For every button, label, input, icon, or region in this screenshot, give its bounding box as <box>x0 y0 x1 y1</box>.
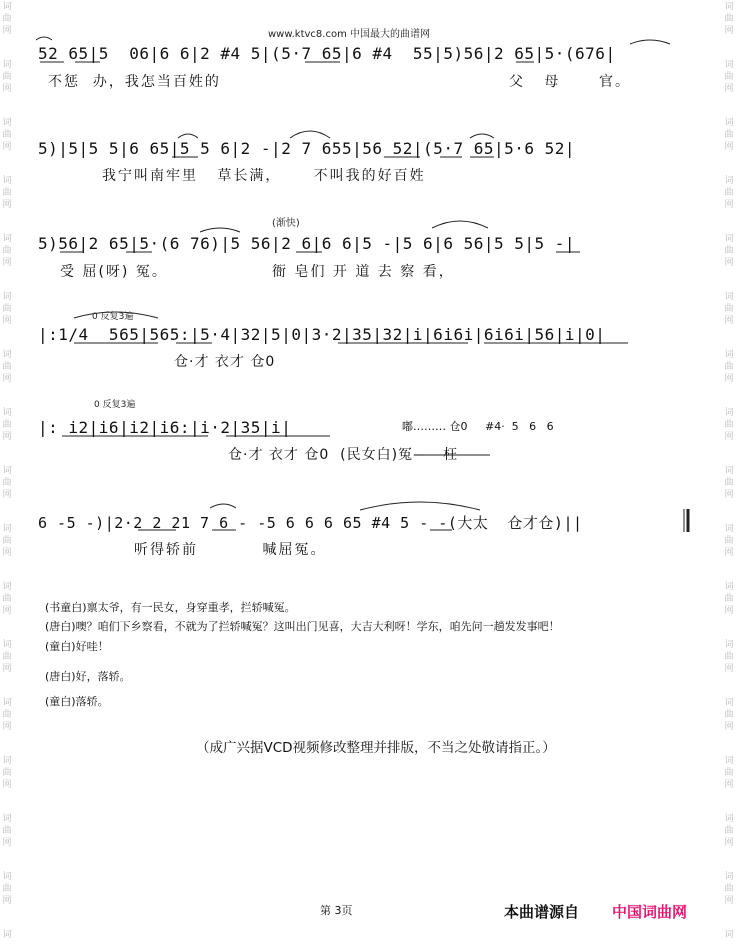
watermark-char: 曲 <box>2 362 12 372</box>
watermark-char: 词 <box>724 118 734 128</box>
watermark-char: 曲 <box>724 768 734 778</box>
watermark-char: 网 <box>2 142 12 152</box>
watermark-char: 网 <box>724 490 734 500</box>
watermark-char: 曲 <box>2 768 12 778</box>
watermark-char: 词 <box>2 234 12 244</box>
watermark-char: 网 <box>2 780 12 790</box>
dialogue-text: 噢？咱们下乡察看，不就为了拦轿喊冤？这叫出门见喜，大吉大利呀！学东，咱先问一趟发发事吧！ <box>75 620 560 633</box>
tempo-marking: (渐快) <box>272 218 300 229</box>
score-line-5: |: i2|i6|i2|i6:|i·2|35|i| <box>38 418 292 437</box>
dialogue-speaker: (唐白) <box>45 670 76 683</box>
watermark-char: 词 <box>2 408 12 418</box>
watermark-char: 词 <box>724 350 734 360</box>
watermark-char: 网 <box>2 200 12 210</box>
dialogue-line-5 <box>45 694 109 710</box>
watermark-char: 网 <box>2 490 12 500</box>
watermark-char: 词 <box>2 60 12 70</box>
watermark-char: 网 <box>2 26 12 36</box>
watermark-char: 网 <box>724 896 734 906</box>
watermark-char: 曲 <box>724 246 734 256</box>
dialogue-speaker: (书童白) <box>45 601 87 614</box>
watermark-char: 曲 <box>724 594 734 604</box>
dialogue-text: 落轿。 <box>75 695 109 708</box>
watermark-char: 曲 <box>724 710 734 720</box>
watermark-char: 网 <box>2 896 12 906</box>
dialogue-speaker: (童白) <box>45 640 76 653</box>
watermark-char: 曲 <box>2 826 12 836</box>
watermark-char: 词 <box>2 582 12 592</box>
dialogue-speaker: (唐白) <box>45 620 76 633</box>
watermark-char: 词 <box>2 524 12 534</box>
watermark-char: 词 <box>724 524 734 534</box>
watermark-char: 曲 <box>724 72 734 82</box>
score-line-1: 52 65|5 06|6 6|2 #4 5|(5·7 65|6 #4 55|5)56|2 65|5·(676| <box>38 44 616 63</box>
lyric-line-1b: 父 母 官。 <box>509 74 632 90</box>
score-line-6: 6 -5 -)|2·2 2 21 7 6 - -5 6 6 6 65 #4 5 - -(大太 仓才仓)|| <box>38 514 583 532</box>
dialogue-text: 好，落轿。 <box>75 670 131 683</box>
watermark-char: 词 <box>724 582 734 592</box>
watermark-char: 词 <box>724 640 734 650</box>
watermark-char: 网 <box>724 780 734 790</box>
score-line-3: 5)56|2 65|5·(6 76)|5 56|2 6|6 6|5 -|5 6|6 56|5 5|5 -| <box>38 234 576 253</box>
watermark-char: 网 <box>724 722 734 732</box>
watermark-char: 曲 <box>2 884 12 894</box>
watermark-char: 曲 <box>2 594 12 604</box>
watermark-char: 曲 <box>724 478 734 488</box>
watermark-char: 曲 <box>2 188 12 198</box>
watermark-char: 网 <box>724 838 734 848</box>
dialogue-text: 好哇！ <box>75 640 109 653</box>
dialogue-line-1 <box>45 600 296 616</box>
lyric-line-5: 仓·才 衣才 仓0 (民女白)冤——枉—— <box>228 447 489 463</box>
watermark-char: 曲 <box>2 652 12 662</box>
watermark-char: 词 <box>724 872 734 882</box>
lyric-line-1: 不惩 办，我怎当百姓的 <box>48 74 221 90</box>
watermark-char: 网 <box>2 374 12 384</box>
repeat-annotation-2: 0 反复3遍 <box>94 400 136 410</box>
lyric-line-4: 仓·才 衣才 仓0 <box>174 354 276 370</box>
watermark-char: 词 <box>724 176 734 186</box>
watermark-char: 曲 <box>724 14 734 24</box>
watermark-char: 词 <box>2 756 12 766</box>
watermark-char: 曲 <box>724 884 734 894</box>
watermark-char: 网 <box>2 664 12 674</box>
page-number: 第 3页 <box>320 904 353 917</box>
watermark-char: 网 <box>724 548 734 558</box>
credit-note: （成广兴据VCD视频修改整理并排版，不当之处敬请指正。） <box>196 740 556 756</box>
watermark-char: 网 <box>724 26 734 36</box>
watermark-char: 曲 <box>724 188 734 198</box>
source-label: 本曲谱源自 <box>504 903 580 921</box>
watermark-char: 词 <box>2 466 12 476</box>
watermark-char: 曲 <box>724 362 734 372</box>
watermark-char: 曲 <box>2 130 12 140</box>
watermark-char: 曲 <box>724 536 734 546</box>
repeat-annotation-1: 0 反复3遍 <box>92 312 134 322</box>
dialogue-speaker: (童白) <box>45 695 76 708</box>
watermark-char: 网 <box>2 548 12 558</box>
watermark-char: 网 <box>724 432 734 442</box>
watermark-char: 曲 <box>2 478 12 488</box>
watermark-char: 网 <box>2 432 12 442</box>
watermark-char: 网 <box>724 664 734 674</box>
source-site-link[interactable]: 中国词曲网 <box>612 903 688 921</box>
watermark-char: 曲 <box>2 710 12 720</box>
watermark-char: 网 <box>724 316 734 326</box>
watermark-char: 词 <box>2 930 12 940</box>
watermark-char: 词 <box>2 176 12 186</box>
lyric-line-5b: 嘟……… 仓0 #4· 5 6 6 <box>402 420 554 433</box>
watermark-char: 曲 <box>2 14 12 24</box>
score-line-4: |:1/4 565|565:|5·4|32|5|0|3·2|35|32|i|6i6i|6i6i|56|i|0| <box>38 325 606 344</box>
watermark-char: 网 <box>724 200 734 210</box>
watermark-char: 词 <box>2 640 12 650</box>
watermark-char: 词 <box>2 350 12 360</box>
watermark-char: 词 <box>724 2 734 12</box>
dialogue-line-4 <box>45 669 131 685</box>
watermark-char: 曲 <box>2 536 12 546</box>
lyric-line-6: 听得轿前 喊屈冤。 <box>134 542 327 558</box>
watermark-char: 词 <box>724 234 734 244</box>
watermark-char: 词 <box>2 872 12 882</box>
watermark-char: 曲 <box>2 420 12 430</box>
watermark-char: 词 <box>724 930 734 940</box>
watermark-char: 词 <box>724 466 734 476</box>
site-note: www.ktvc8.com 中国最大的曲谱网 <box>268 29 431 40</box>
watermark-char: 网 <box>724 606 734 616</box>
watermark-char: 网 <box>2 838 12 848</box>
watermark-char: 网 <box>2 84 12 94</box>
watermark-char: 网 <box>724 84 734 94</box>
watermark-char: 曲 <box>724 826 734 836</box>
lyric-line-3b: 衙 皂们 开 道 去 察 看， <box>272 264 455 280</box>
watermark-char: 网 <box>2 316 12 326</box>
watermark-char: 网 <box>2 258 12 268</box>
watermark-char: 词 <box>724 698 734 708</box>
lyric-line-2: 我宁叫南牢里 草长满， 不叫我的好百姓 <box>102 168 426 184</box>
watermark-char: 词 <box>724 756 734 766</box>
watermark-char: 词 <box>2 118 12 128</box>
watermark-char: 词 <box>2 698 12 708</box>
watermark-char: 词 <box>2 2 12 12</box>
watermark-char: 词 <box>724 814 734 824</box>
watermark-char: 词 <box>724 408 734 418</box>
watermark-char: 网 <box>724 142 734 152</box>
watermark-char: 网 <box>2 606 12 616</box>
watermark-char: 曲 <box>724 420 734 430</box>
watermark-char: 曲 <box>724 304 734 314</box>
dialogue-text: 禀太爷，有一民女，身穿重孝，拦轿喊冤。 <box>86 601 296 614</box>
score-line-2: 5)|5|5 5|6 65|5 5 6|2 -|2 7 655|56 52|(5·7 65|5·6 52| <box>38 139 576 158</box>
dialogue-line-2 <box>45 619 560 635</box>
watermark-char: 词 <box>2 814 12 824</box>
dialogue-line-3 <box>45 639 109 655</box>
watermark-char: 曲 <box>2 246 12 256</box>
watermark-char: 曲 <box>2 304 12 314</box>
watermark-char: 网 <box>2 722 12 732</box>
watermark-char: 网 <box>724 374 734 384</box>
watermark-char: 网 <box>724 258 734 268</box>
watermark-char: 曲 <box>724 130 734 140</box>
watermark-char: 词 <box>2 292 12 302</box>
watermark-char: 曲 <box>724 652 734 662</box>
watermark-char: 曲 <box>2 72 12 82</box>
watermark-char: 词 <box>724 60 734 70</box>
watermark-char: 词 <box>724 292 734 302</box>
lyric-line-3: 受 屈(呀) 冤。 <box>60 264 168 280</box>
